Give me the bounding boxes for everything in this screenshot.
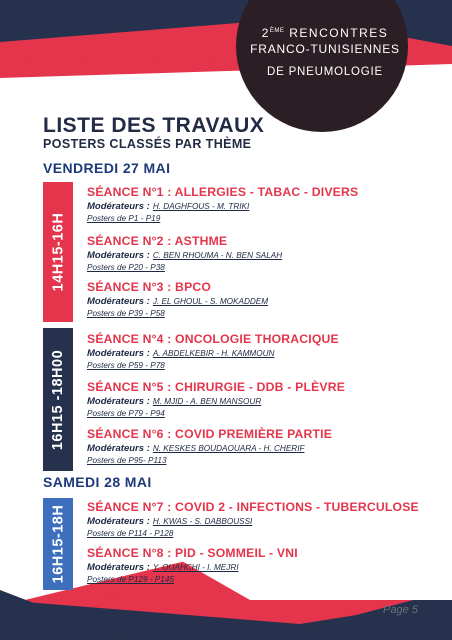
session-title: SÉANCE N°2 : ASTHME bbox=[87, 234, 228, 248]
session-posters: Posters de P95- P113 bbox=[87, 456, 167, 465]
session-4 bbox=[87, 331, 417, 372]
session-8 bbox=[87, 545, 417, 586]
session-moderators: Modérateurs : C. BEN RHOUMA - N. BEN SALAH bbox=[87, 250, 283, 261]
session-6 bbox=[87, 426, 417, 467]
session-posters: Posters de P1 - P19 bbox=[87, 214, 161, 223]
session-2 bbox=[87, 233, 417, 274]
session-posters: Posters de P20 - P38 bbox=[87, 263, 165, 272]
day-heading-saturday: SAMEDI 28 MAI bbox=[43, 474, 152, 490]
day-heading-friday: VENDREDI 27 MAI bbox=[43, 160, 171, 176]
session-moderators: Modérateurs : A. ABDELKEBIR - H. KAMMOUN bbox=[87, 348, 275, 359]
session-moderators: Modérateurs : J. EL GHOUL - S. MOKADDEM bbox=[87, 296, 269, 307]
session-posters: Posters de P79 - P94 bbox=[87, 409, 165, 418]
session-title: SÉANCE N°8 : PID - SOMMEIL - VNI bbox=[87, 546, 298, 560]
session-posters: Posters de P129 - P145 bbox=[87, 575, 174, 584]
session-title: SÉANCE N°7 : COVID 2 - INFECTIONS - TUBERCULOSE bbox=[87, 500, 419, 514]
session-moderators: Modérateurs : Y. OUAHCHI - I. MEJRI bbox=[87, 562, 239, 573]
session-5 bbox=[87, 379, 417, 420]
page-subtitle: POSTERS CLASSÉS PAR THÈME bbox=[43, 137, 252, 151]
banner-line-3: DE PNEUMOLOGIE bbox=[267, 66, 383, 78]
session-title: SÉANCE N°4 : ONCOLOGIE THORACIQUE bbox=[87, 332, 339, 346]
session-posters: Posters de P114 - P128 bbox=[87, 529, 174, 538]
session-moderators: Modérateurs : H. KWAS - S. DABBOUSSI bbox=[87, 516, 253, 527]
session-moderators: Modérateurs : N. KESKES BOUDAOUARA - H. CHERIF bbox=[87, 443, 305, 454]
session-moderators: Modérateurs : M. MJID - A. BEN MANSOUR bbox=[87, 396, 262, 407]
time-slot-badge: 14H15-16H bbox=[43, 182, 73, 322]
session-title: SÉANCE N°1 : ALLERGIES - TABAC - DIVERS bbox=[87, 185, 359, 199]
session-title: SÉANCE N°5 : CHIRURGIE - DDB - PLÈVRE bbox=[87, 380, 346, 394]
banner-line-1: 2ÈME RENCONTRES bbox=[261, 26, 389, 40]
session-title: SÉANCE N°3 : BPCO bbox=[87, 280, 212, 294]
page-number: Page 5 bbox=[383, 604, 418, 616]
session-moderators: Modérateurs : H. DAGHFOUS - M. TRIKI bbox=[87, 201, 250, 212]
page-title: LISTE DES TRAVAUX bbox=[43, 114, 265, 137]
time-slot-badge: 16H15 -18H00 bbox=[43, 328, 73, 471]
time-slot-badge: 16H15-18H bbox=[43, 498, 73, 590]
session-posters: Posters de P39 - P58 bbox=[87, 309, 165, 318]
session-posters: Posters de P59 - P78 bbox=[87, 361, 165, 370]
session-title: SÉANCE N°6 : COVID PREMIÈRE PARTIE bbox=[87, 427, 333, 441]
session-1 bbox=[87, 184, 417, 225]
session-3 bbox=[87, 279, 417, 320]
session-7 bbox=[87, 499, 417, 540]
banner-line-2: FRANCO-TUNISIENNES bbox=[250, 42, 400, 56]
